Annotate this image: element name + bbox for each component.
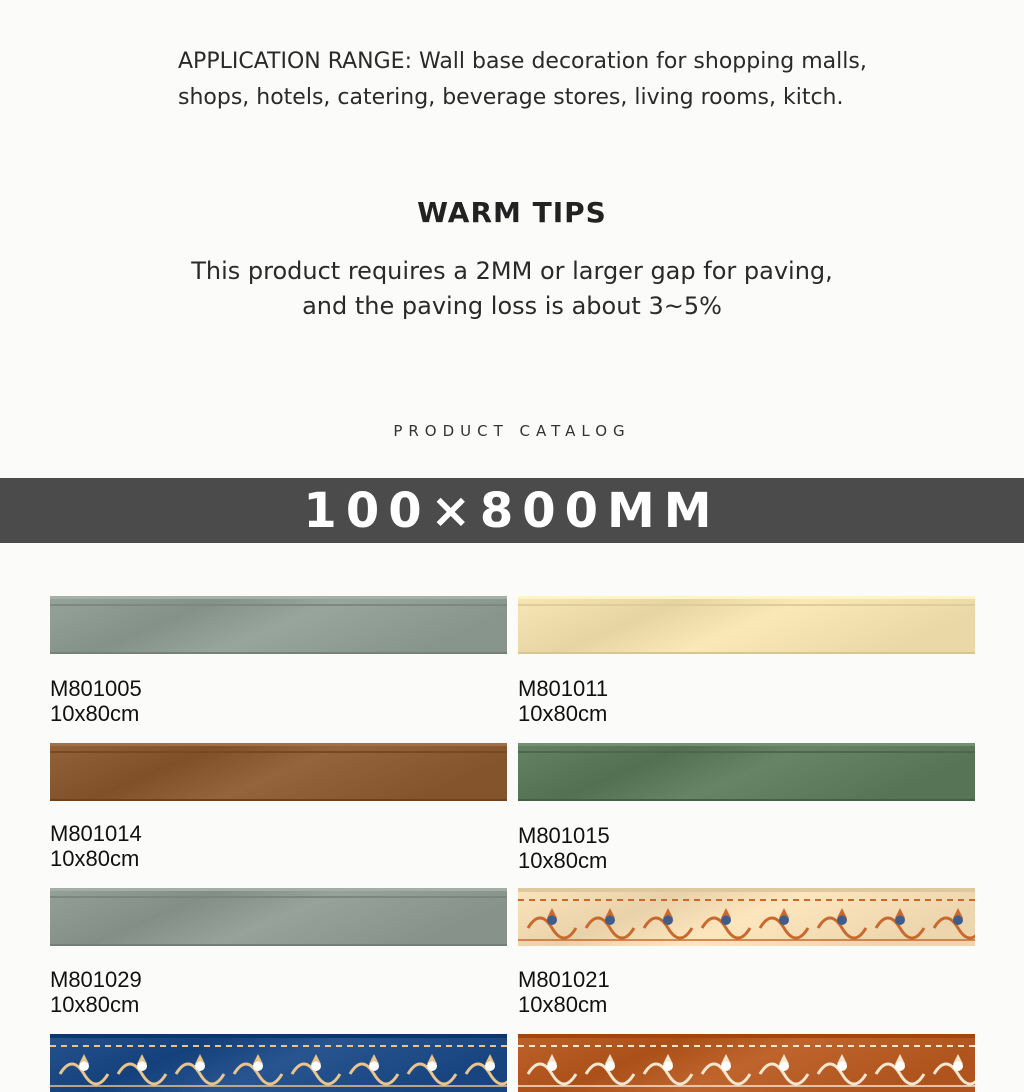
product-swatch <box>50 1034 507 1092</box>
application-range-text <box>178 44 938 116</box>
product-caption <box>50 676 142 726</box>
product-code: M801005 <box>50 676 142 701</box>
product-swatch <box>518 888 975 946</box>
product-size: 10x80cm <box>50 701 140 726</box>
product-swatch <box>50 743 507 801</box>
product-swatch <box>518 743 975 801</box>
product-swatch <box>50 888 507 946</box>
warm-tips-line-2: and the paving loss is about 3~5% <box>302 292 722 320</box>
product-code: M801021 <box>518 967 610 992</box>
application-range-line-1: APPLICATION RANGE: Wall base decoration for shopping malls, <box>178 49 867 74</box>
product-swatch <box>518 1034 975 1092</box>
product-size: 10x80cm <box>518 701 608 726</box>
product-catalog-label: PRODUCT CATALOG <box>393 422 631 440</box>
product-size: 10x80cm <box>50 992 140 1017</box>
warm-tips-body <box>0 254 1024 324</box>
product-code: M801014 <box>50 821 142 846</box>
product-caption <box>518 967 610 1017</box>
product-code: M801011 <box>518 676 609 701</box>
product-caption <box>518 676 608 726</box>
product-code: M801029 <box>50 967 142 992</box>
warm-tips-line-1: This product requires a 2MM or larger gap for paving, <box>191 257 833 285</box>
product-caption <box>518 823 610 873</box>
size-banner-text: 100×800MM <box>303 482 721 539</box>
product-size: 10x80cm <box>518 848 608 873</box>
product-size: 10x80cm <box>518 992 608 1017</box>
product-caption <box>50 967 142 1017</box>
product-swatch <box>518 596 975 654</box>
product-caption <box>50 821 142 871</box>
product-size: 10x80cm <box>50 846 140 871</box>
product-code: M801015 <box>518 823 610 848</box>
size-banner <box>0 478 1024 543</box>
application-range-line-2: shops, hotels, catering, beverage stores, living rooms, kitch. <box>178 85 844 110</box>
warm-tips-title: WARM TIPS <box>417 196 607 229</box>
product-swatch <box>50 596 507 654</box>
